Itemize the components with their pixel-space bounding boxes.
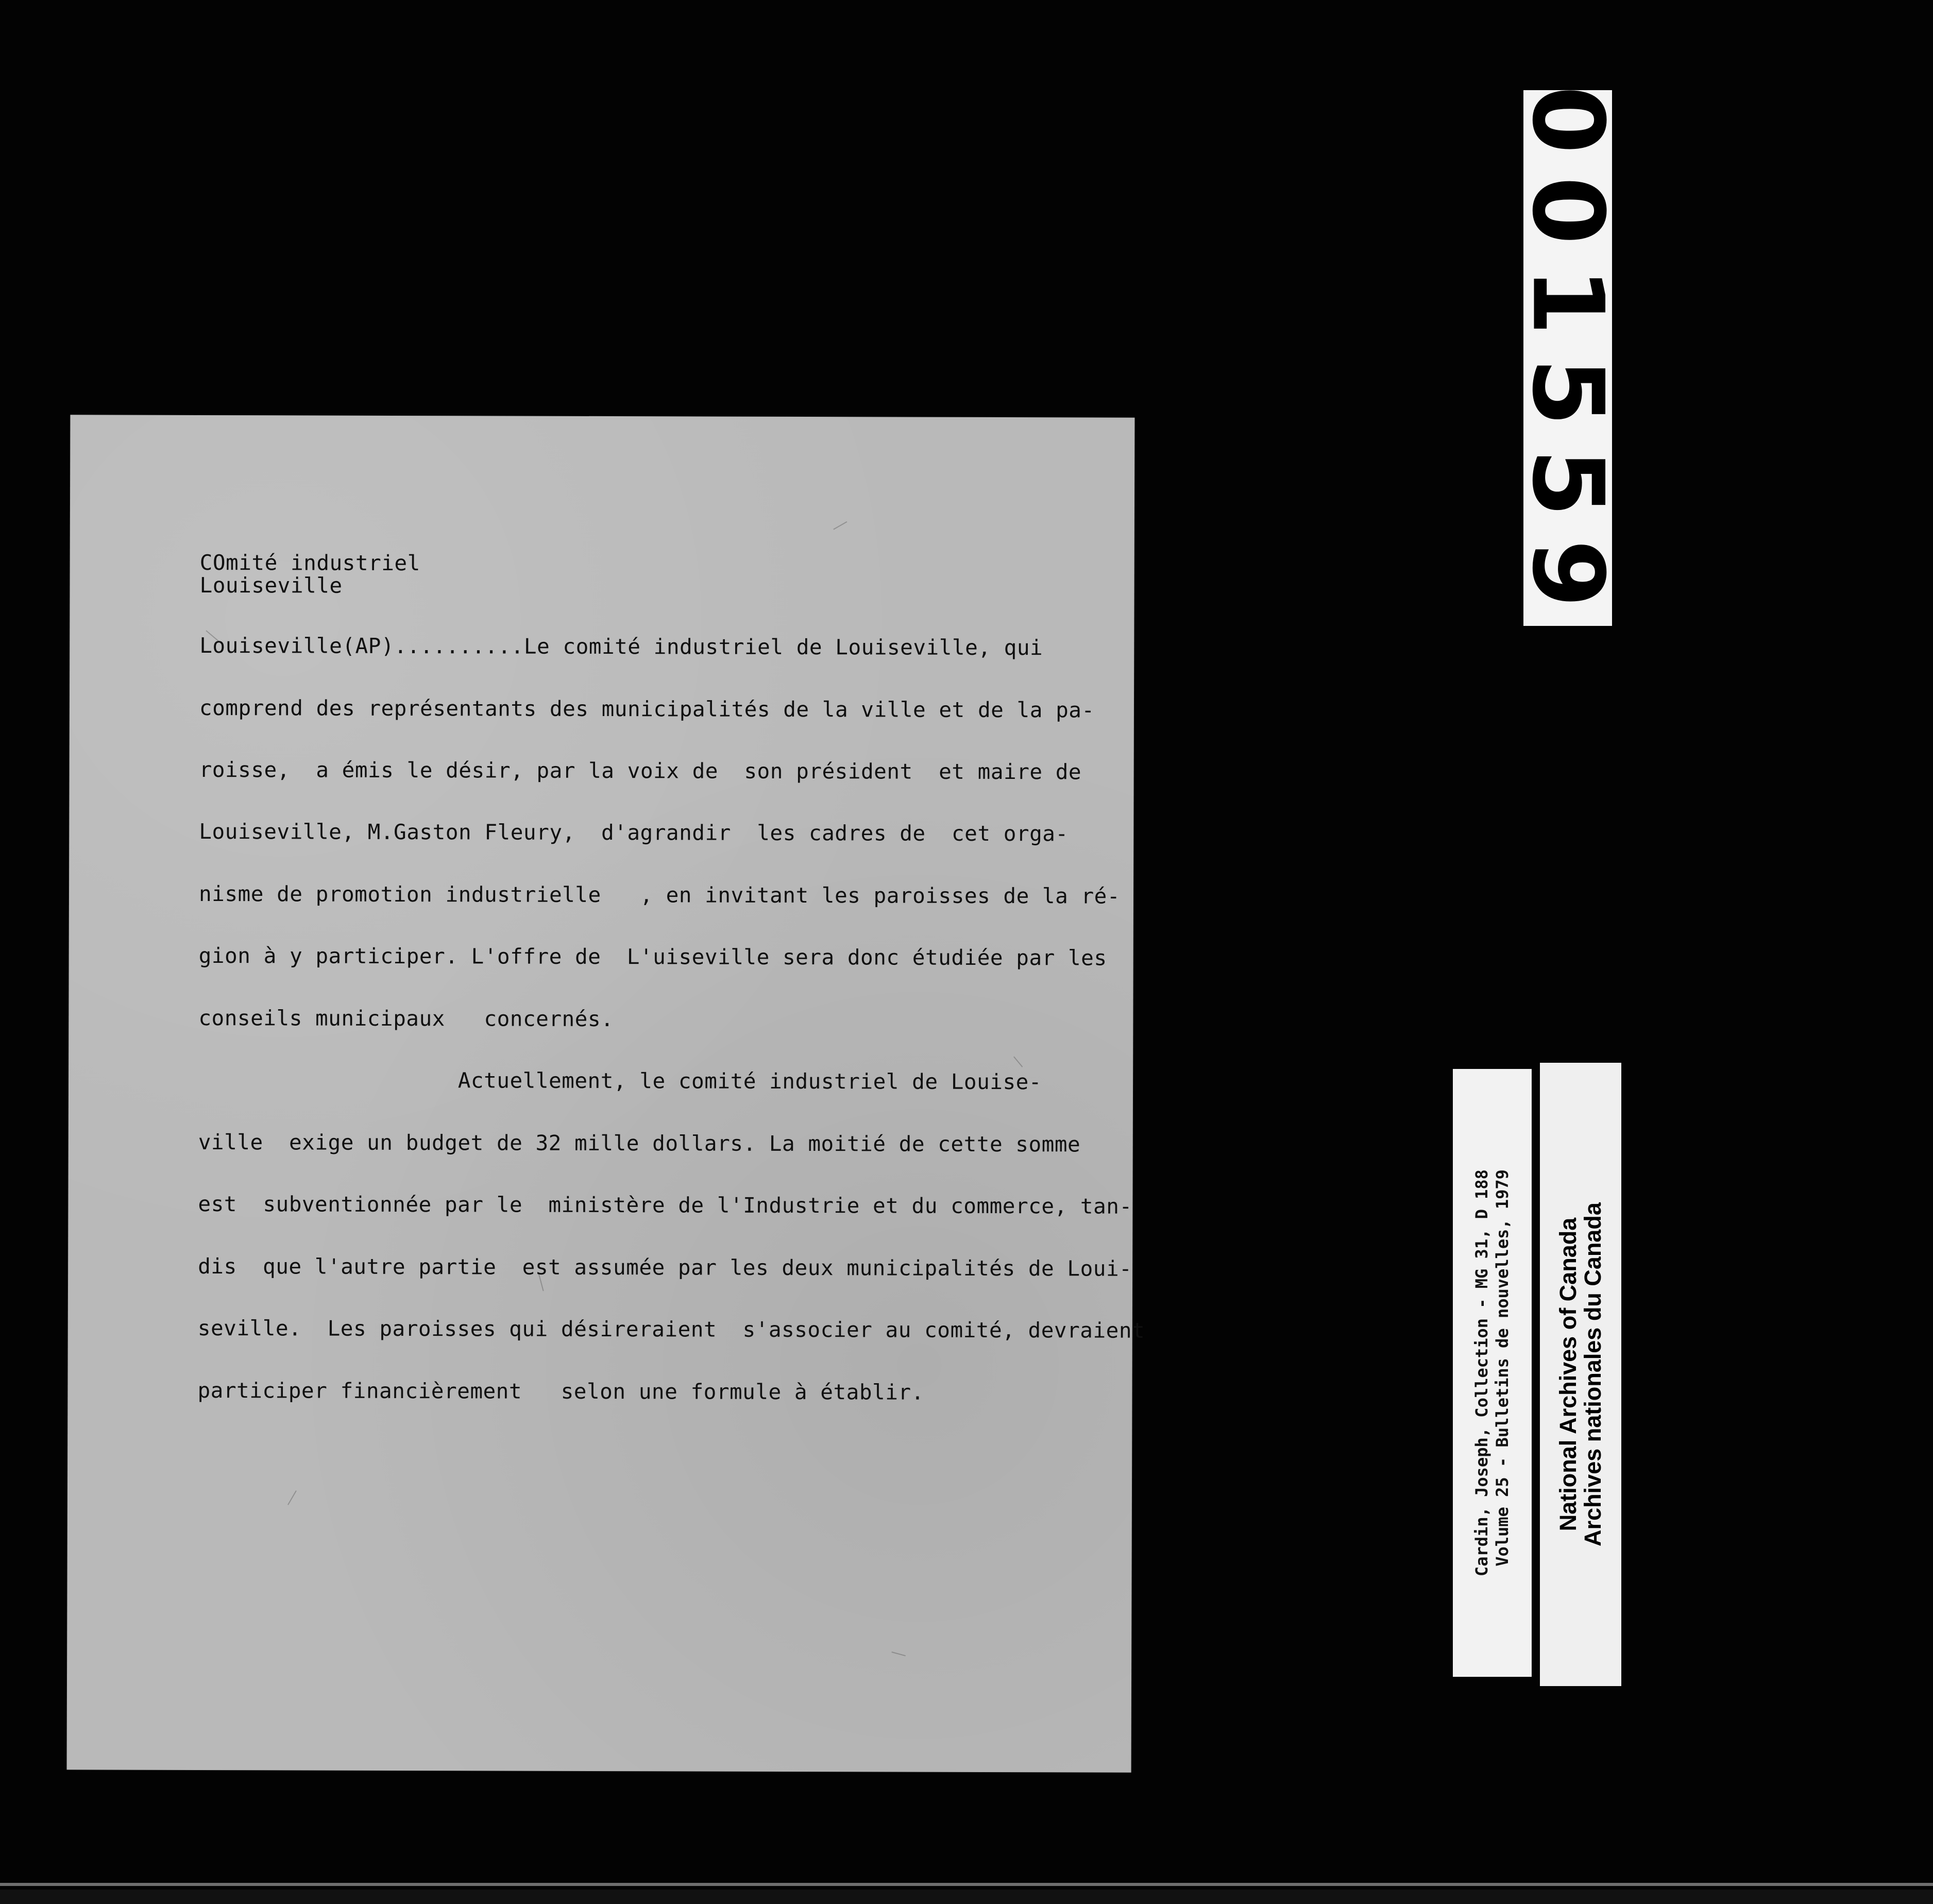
body-line: conseils municipaux concernés. [198,1005,614,1032]
body-line: est subventionnée par le ministère de l'Industrie et du commerce, tan- [198,1191,1132,1219]
document-heading-line-1: COmité industriel [199,550,420,576]
body-line: participer financièrement selon une formule à établir. [197,1378,924,1405]
film-edge-lower [0,1890,1933,1904]
collection-label-line-1: Cardin, Joseph, Collection - MG 31, D 188 [1472,1169,1491,1576]
body-line: ville exige un budget de 32 mille dollars. La moitié de cette somme [198,1129,1081,1157]
collection-label-card [1453,1069,1532,1677]
body-line: gion à y participer. L'offre de L'uiseville sera donc étudiée par les [198,943,1107,971]
body-line: comprend des représentants des municipalités de la ville et de la pa- [199,695,1095,723]
collection-label-text [1471,1169,1513,1576]
collection-label-line-2: Volume 25 - Bulletins de nouvelles, 1979 [1493,1169,1512,1567]
body-line: Louiseville, M.Gaston Fleury, d'agrandir les cadres de cet orga- [199,819,1069,846]
body-line: Louiseville(AP)..........Le comité industriel de Louiseville, qui [199,633,1043,660]
film-edge-band [0,1883,1933,1886]
body-line: nisme de promotion industrielle , en invitant les paroisses de la ré- [198,881,1121,909]
archives-label-card [1540,1063,1621,1686]
body-line: seville. Les paroisses qui désireraient s'associer au comité, devraient [197,1315,1145,1343]
frame-number: 001559 [1511,86,1625,631]
archives-label-french: Archives nationales du Canada [1580,1202,1606,1546]
typed-document-page [67,415,1145,1772]
archives-label-text [1556,1202,1605,1546]
body-line: Actuellement, le comité industriel de Louise- [198,1067,1042,1095]
body-line: roisse, a émis le désir, par la voix de son président et maire de [199,757,1082,785]
document-heading-line-2: Louiseville [199,572,343,598]
body-line: dis que l'autre partie est assumée par les deux municipalités de Loui- [198,1253,1132,1281]
frame-number-strip [1511,86,1625,631]
archives-label-english: National Archives of Canada [1555,1217,1581,1532]
